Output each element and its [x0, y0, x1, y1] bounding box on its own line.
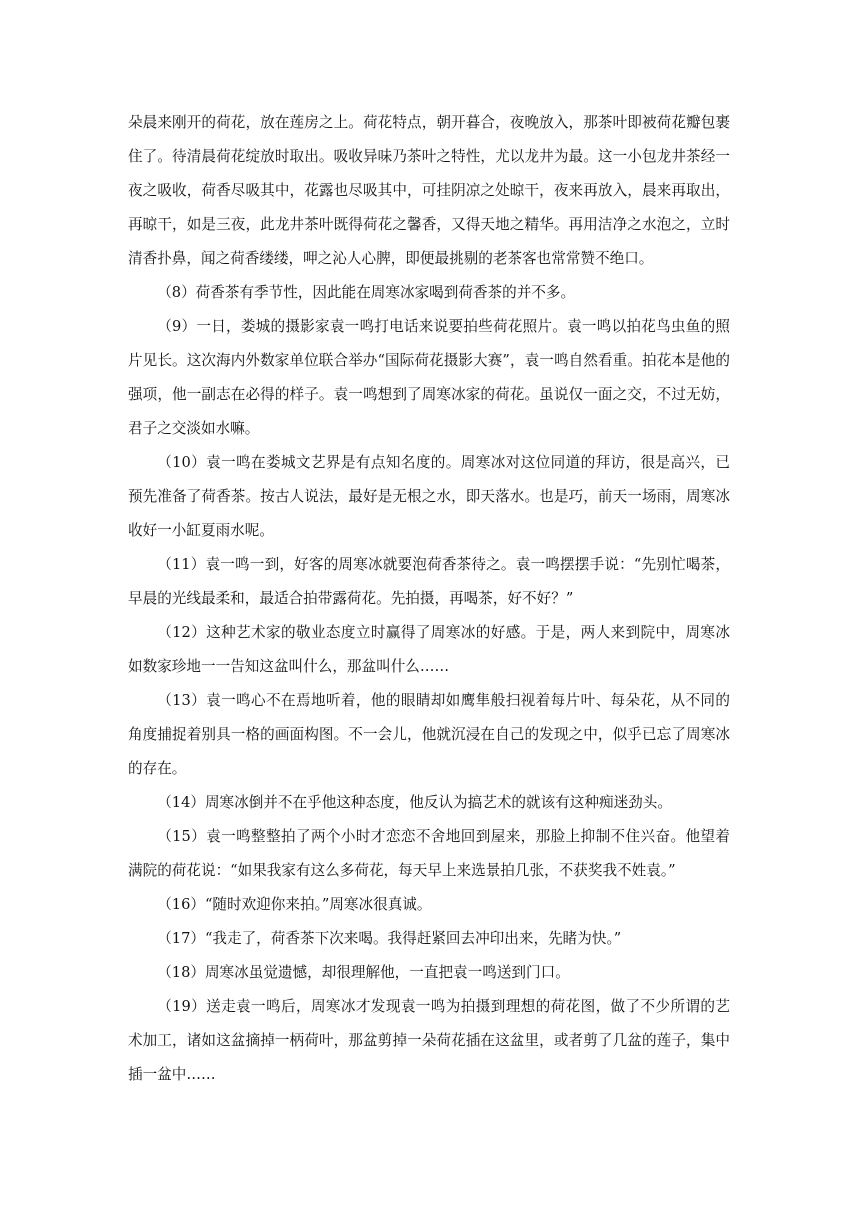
- paragraph-16: （16）“随时欢迎你来拍。”周寒冰很真诚。: [157, 896, 432, 913]
- paragraph-10: （10）袁一鸣在娄城文艺界是有点知名度的。周寒冰对这位同道的拜访，很是高兴，已预先准备了荷香茶。按古人说法，最好是无根之水，即天落水。也是巧，前天一场雨，周寒冰收好一小缸夏雨水呢。: [128, 454, 730, 539]
- paragraph-17: （17）“我走了，荷香茶下次来喝。我得赶紧回去冲印出来，先睹为快。”: [157, 930, 622, 947]
- document-body: [128, 106, 730, 1092]
- paragraph-19: （19）送走袁一鸣后，周寒冰才发现袁一鸣为拍摄到理想的荷花图，做了不少所谓的艺术加工，诸如这盆摘掉一柄荷叶，那盆剪掉一朵荷花插在这盆里，或者剪了几盆的莲子，集中插一盆中……: [128, 998, 730, 1083]
- paragraph-13: （13）袁一鸣心不在焉地听着，他的眼睛却如鹰隼般扫视着每片叶、每朵花，从不同的角度捕捉着别具一格的画面构图。不一会儿，他就沉浸在自己的发现之中，似乎已忘了周寒冰的存在。: [128, 692, 730, 777]
- paragraph-14: （14）周寒冰倒并不在乎他这种态度，他反认为搞艺术的就该有这种痴迷劲头。: [157, 794, 672, 811]
- paragraph-9: （9）一日，娄城的摄影家袁一鸣打电话来说要拍些荷花照片。袁一鸣以拍花鸟虫鱼的照片见长。这次海内外数家单位联合举办“国际荷花摄影大赛”，袁一鸣自然看重。拍花本是他的强项，他一副志在必得的样子。袁一鸣想到了周寒冰家的荷花。虽说仅一面之交，不过无妨，君子之交淡如水嘛。: [128, 318, 730, 437]
- paragraph-11: （11）袁一鸣一到，好客的周寒冰就要泡荷香茶待之。袁一鸣摆摆手说：“先别忙喝茶，早晨的光线最柔和，最适合拍带露荷花。先拍摄，再喝茶，好不好？”: [128, 556, 730, 607]
- paragraph-8: （8）荷香茶有季节性，因此能在周寒冰家喝到荷香茶的并不多。: [157, 284, 576, 301]
- paragraph-18: （18）周寒冰虽觉遗憾，却很理解他，一直把袁一鸣送到门口。: [157, 964, 570, 981]
- paragraph-15: （15）袁一鸣整整拍了两个小时才恋恋不舍地回到屋来，那脸上抑制不住兴奋。他望着满院的荷花说：“如果我家有这么多荷花，每天早上来选景拍几张，不获奖我不姓袁。”: [128, 828, 730, 879]
- paragraph-continued: 朵晨来刚开的荷花，放在莲房之上。荷花特点，朝开暮合，夜晚放入，那茶叶即被荷花瓣包裹住了。待清晨荷花绽放时取出。吸收异味乃茶叶之特性，尤以龙井为最。这一小包龙井茶经一夜之吸收，荷香尽吸其中，花露也尽吸其中，可挂阴凉之处晾干，夜来再放入，晨来再取出，再晾干，如是三夜，此龙井茶叶既得荷花之馨香，又得天地之精华。再用洁净之水泡之，立时清香扑鼻，闻之荷香缕缕，呷之沁人心脾，即便最挑剔的老茶客也常常赞不绝口。: [128, 114, 730, 267]
- paragraph-12: （12）这种艺术家的敬业态度立时赢得了周寒冰的好感。于是，两人来到院中，周寒冰如数家珍地一一告知这盆叫什么，那盆叫什么……: [128, 624, 730, 675]
